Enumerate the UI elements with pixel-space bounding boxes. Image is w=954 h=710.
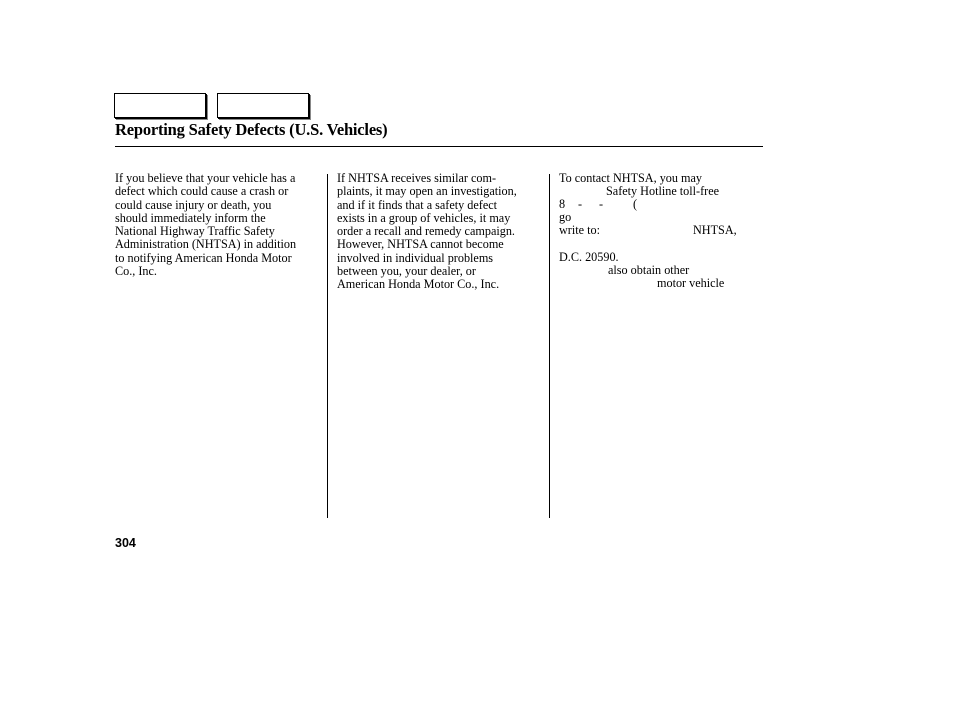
column-2-text: If NHTSA receives similar com- plaints, it may open an investigation, and if it finds that a safety defect exists in a group of vehicles, it may order a recall and remedy campaign. However, NHTSA cannot become involved in individual problems between you, your dealer, or American Honda Motor Co., Inc. bbox=[337, 171, 517, 292]
column-3-line: write to: bbox=[559, 223, 600, 237]
column-3-line: NHTSA, bbox=[693, 223, 737, 237]
column-divider bbox=[549, 174, 550, 518]
nav-button-previous[interactable] bbox=[114, 93, 206, 118]
column-3-line: 8 bbox=[559, 197, 566, 211]
column-3-line: ( bbox=[633, 197, 638, 211]
column-3-line: motor vehicle bbox=[657, 276, 725, 290]
title-rule bbox=[115, 146, 763, 147]
column-3-line: D.C. 20590. bbox=[559, 250, 619, 264]
column-3-line: Safety Hotline toll-free bbox=[606, 184, 720, 198]
column-1-text: If you believe that your vehicle has a defect which could cause a crash or could cause injury or death, you should immediately inform the National Highway Traffic Safety Administration (NHTSA) in addition to notifying American Honda Motor Co., Inc. bbox=[115, 171, 297, 279]
page-number: 304 bbox=[115, 536, 136, 550]
section-title: Reporting Safety Defects (U.S. Vehicles) bbox=[115, 120, 388, 139]
column-3-line: - bbox=[578, 197, 583, 211]
column-3-line: also obtain other bbox=[608, 263, 690, 277]
column-divider bbox=[327, 174, 328, 518]
column-3-line: - bbox=[599, 197, 604, 211]
column-3-line: go bbox=[559, 210, 572, 224]
nav-button-next[interactable] bbox=[217, 93, 309, 118]
column-3-line: To contact NHTSA, you may bbox=[559, 171, 702, 185]
